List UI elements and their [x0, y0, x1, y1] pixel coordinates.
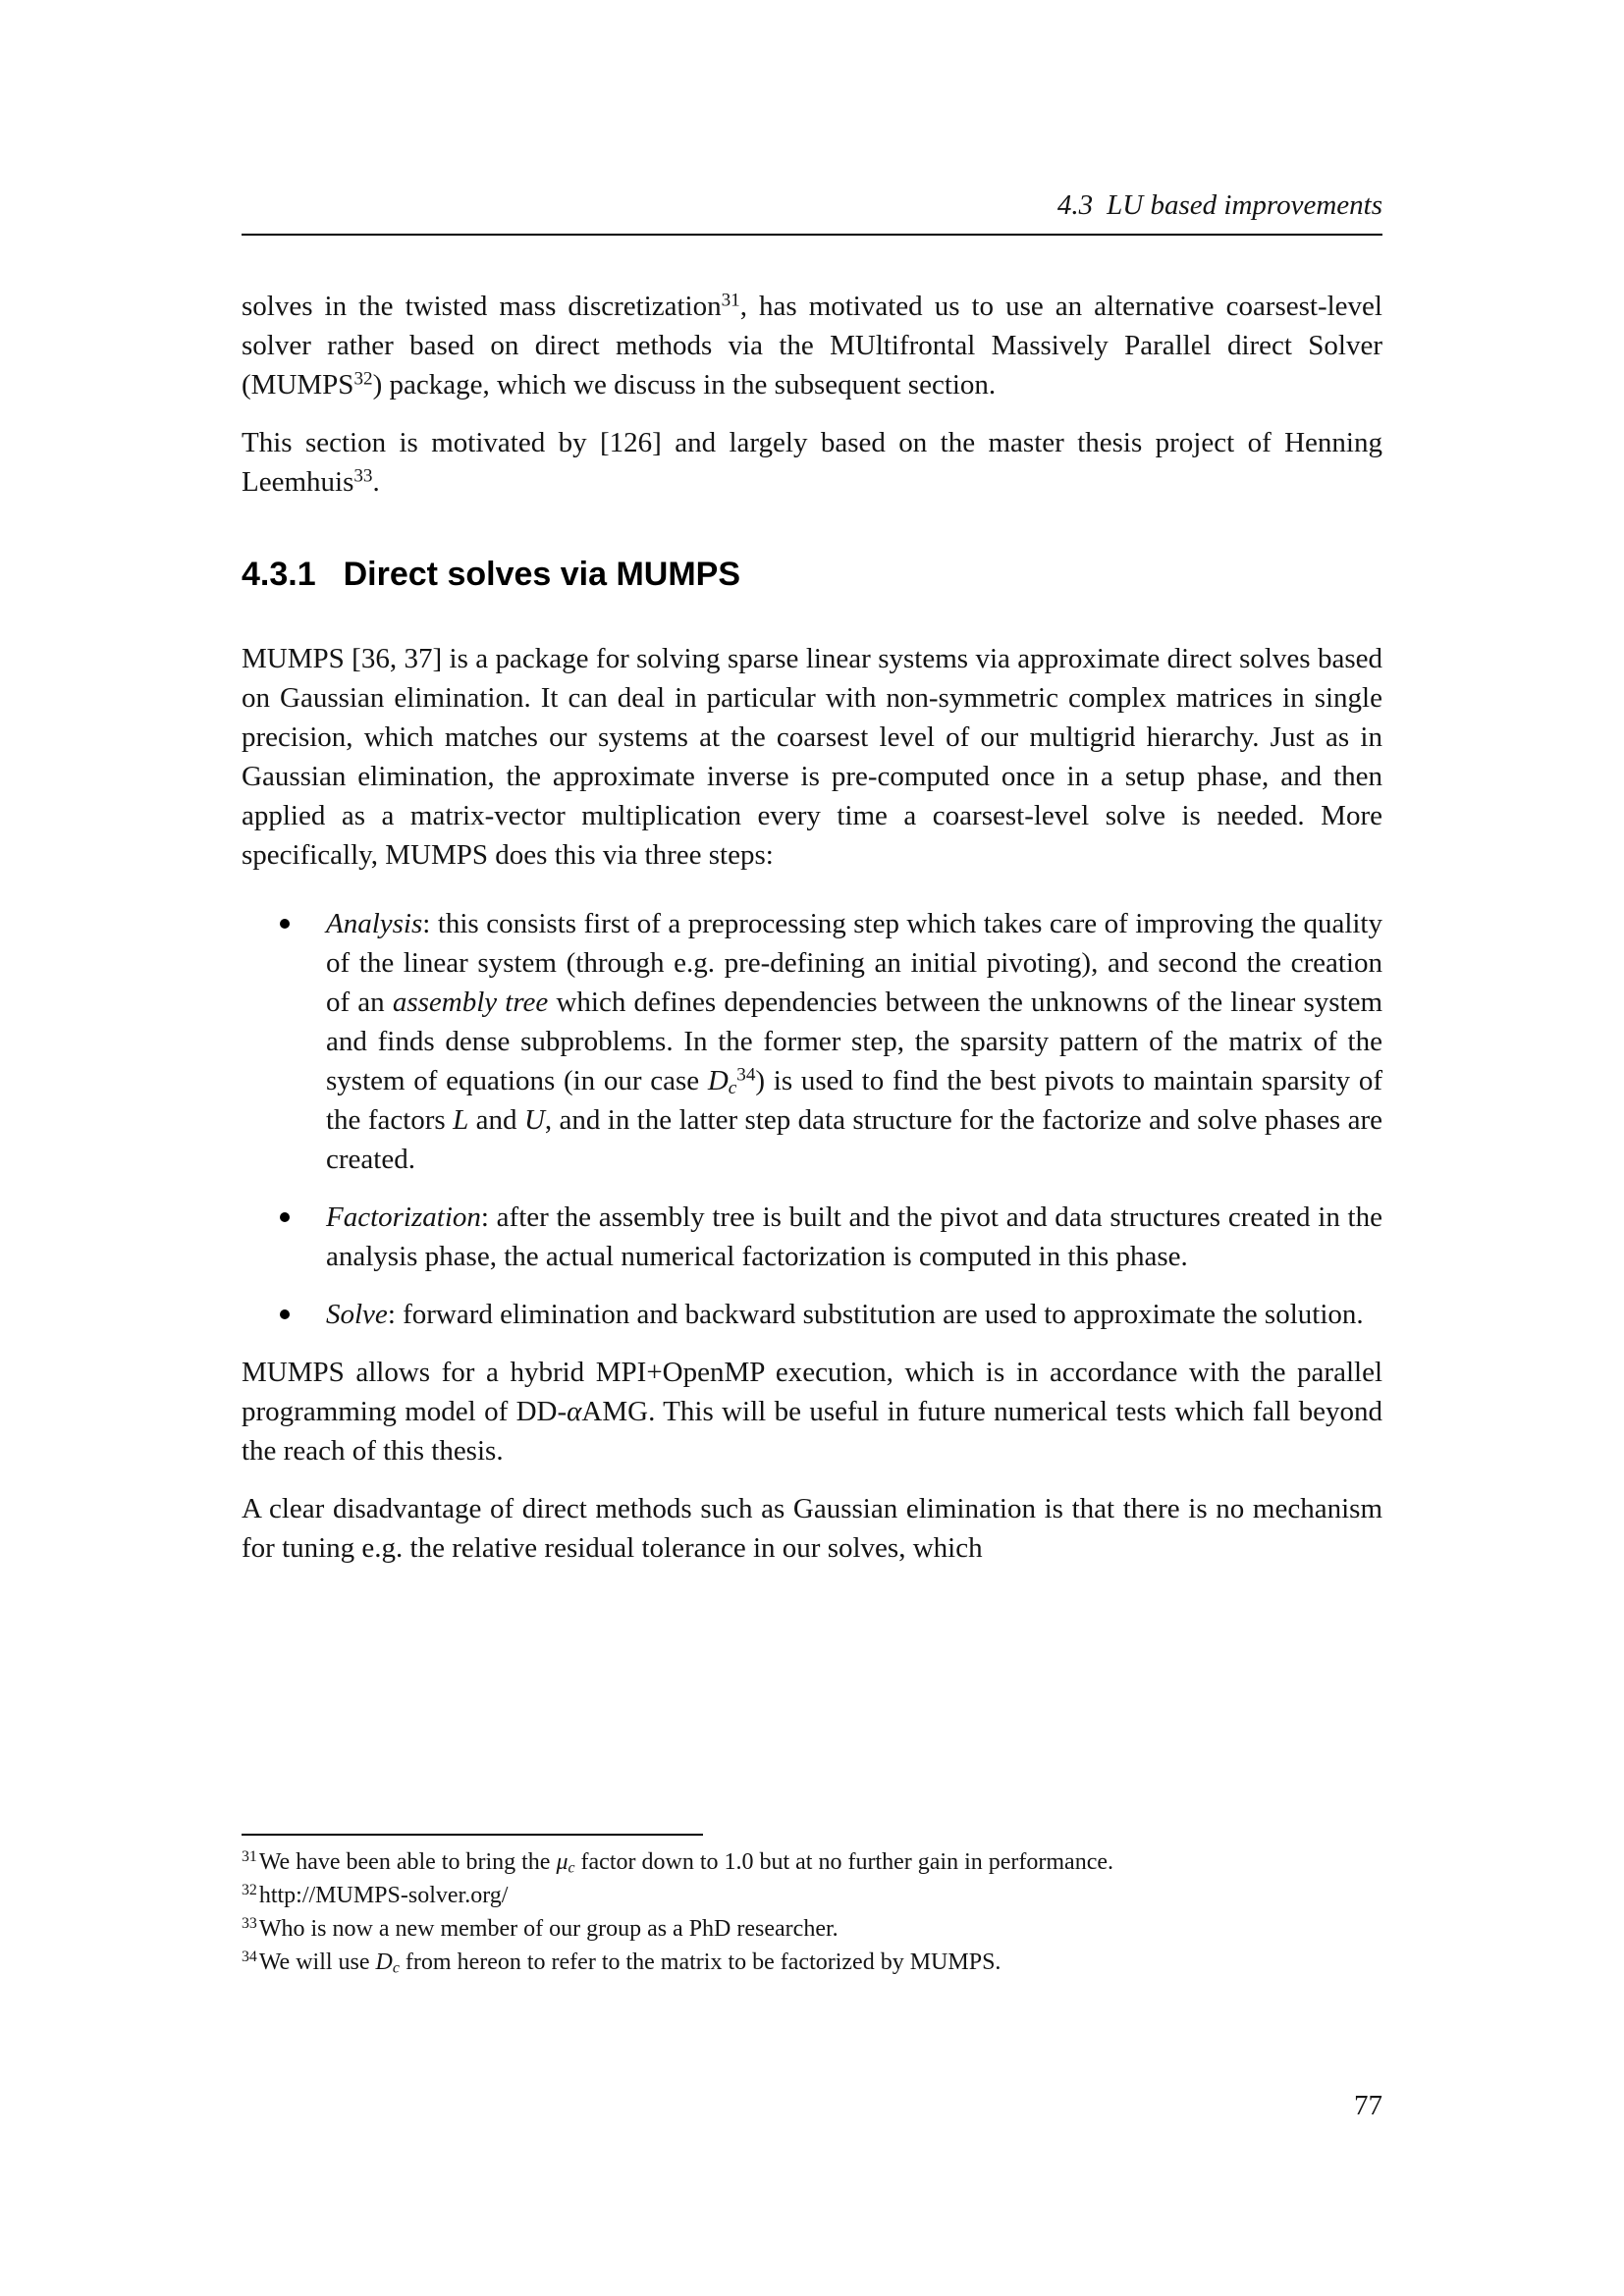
- footnote-number: 33: [242, 1915, 257, 1933]
- section-heading-title: Direct solves via MUMPS: [343, 556, 741, 593]
- footnote-ref-32: 32: [353, 368, 373, 390]
- math-symbol-mu: μ: [556, 1849, 568, 1875]
- paragraph-mumps-overview: MUMPS [36, 37] is a package for solving sparse linear systems via approximate direct solves based on Gaussian elimination. It can deal in particular with non-symmetric complex matrices in single precision, which matches our systems at the coarsest level of our multigrid hierarchy. Just as in Gaussian elimination, the approximate inverse is pre-computed once in a setup phase, and then applied as a matrix-vector multiplication every time a coarsest-level solve is needed. More specifically, MUMPS does this via three steps:: [242, 643, 1382, 871]
- text-run: : this consists first of a preprocessing step which takes care of improving the quality of the linear system (through e.g. pre-defining an initial pivoting), and second the creation of an: [326, 908, 1382, 1018]
- math-subscript-c: c: [728, 1078, 737, 1099]
- math-symbol-D: D: [375, 1949, 393, 1975]
- term-solve: Solve: [326, 1299, 388, 1330]
- running-header-section-number: 4.3: [1056, 189, 1094, 221]
- math-subscript-c: c: [392, 1959, 400, 1977]
- section-heading-number: 4.3.1: [242, 556, 316, 593]
- text-run: solves in the twisted mass discretization: [242, 291, 722, 322]
- footnote-number: 34: [242, 1949, 257, 1966]
- page-number: 77: [1354, 2090, 1382, 2121]
- paragraph-disadvantage: A clear disadvantage of direct methods such as Gaussian elimination is that there is no mechanism for tuning e.g. the relative residual tolerance in our solves, which: [242, 1493, 1382, 1564]
- text-block: [242, 188, 1382, 1586]
- text-run: factor down to 1.0 but at no further gain in performance.: [574, 1849, 1114, 1875]
- math-symbol-D: D: [707, 1065, 729, 1096]
- footnote-ref-33: 33: [353, 465, 373, 487]
- text-run: : after the assembly tree is built and the pivot and data structures created in the analysis phase, the actual numerical factorization is computed in this phase.: [326, 1201, 1382, 1272]
- text-run: which defines dependencies between the unknowns of the linear system and finds dense subproblems. In the former step, the sparsity pattern of the matrix of the system of equations (in our case: [326, 987, 1383, 1096]
- text-run: , has motivated us to use an alternative coarsest-level solver rather based on direct methods via the MUltifrontal Massively Parallel direct Solver (MUMPS: [242, 291, 1382, 400]
- paragraph-intro-2: [242, 423, 1382, 502]
- bullet-list: [242, 904, 1382, 1334]
- term-analysis: Analysis: [326, 908, 423, 939]
- section-heading: [242, 553, 1382, 596]
- paragraph-intro-1: [242, 287, 1382, 404]
- text-run: .: [372, 466, 380, 498]
- paragraph-hybrid-execution: [242, 1353, 1382, 1470]
- text-run: We have been able to bring the: [258, 1849, 557, 1875]
- text-run: This section is motivated by [126] and largely based on the master thesis project of Henning Leemhuis: [242, 427, 1382, 498]
- running-header-title: LU based improvements: [1107, 189, 1382, 221]
- text-run: and: [468, 1104, 524, 1136]
- footnote-url: http://MUMPS-solver.org/: [258, 1883, 509, 1908]
- math-symbol-L: L: [453, 1104, 469, 1136]
- text-run: We will use: [258, 1949, 376, 1975]
- term-factorization: Factorization: [326, 1201, 481, 1233]
- bullet-icon: [280, 1309, 290, 1319]
- footnote-rule: [242, 1834, 703, 1836]
- bullet-icon: [280, 1212, 290, 1222]
- list-item-solve: [326, 1295, 1382, 1334]
- text-run: Who is now a new member of our group as a PhD researcher.: [258, 1916, 839, 1942]
- text-run: , and in the latter step data structure for the factorize and solve phases are created.: [326, 1104, 1382, 1175]
- list-item-factorization: [326, 1198, 1382, 1276]
- footnotes-block: [242, 1834, 1382, 1979]
- text-run: : forward elimination and backward substitution are used to approximate the solution.: [387, 1299, 1364, 1330]
- footnote-33: [242, 1912, 1382, 1946]
- header-rule: [242, 234, 1382, 236]
- footnote-number: 31: [242, 1848, 257, 1866]
- emphasis-assembly-tree: assembly tree: [392, 987, 549, 1018]
- math-symbol-alpha: α: [567, 1396, 582, 1427]
- running-header: [242, 188, 1382, 222]
- footnote-ref-31: 31: [721, 290, 740, 311]
- footnote-34: [242, 1946, 1382, 1979]
- footnote-32: [242, 1879, 1382, 1912]
- footnote-ref-34: 34: [736, 1064, 756, 1086]
- footnote-number: 32: [242, 1882, 257, 1899]
- math-subscript-c: c: [568, 1859, 575, 1877]
- text-run: MUMPS allows for a hybrid MPI+OpenMP execution, which is in accordance with the parallel programming model of DD-: [242, 1357, 1382, 1427]
- bullet-icon: [280, 919, 290, 929]
- text-run: ) package, which we discuss in the subsequent section.: [372, 369, 997, 400]
- footnote-31: [242, 1845, 1382, 1879]
- list-item-analysis: [326, 904, 1382, 1179]
- text-run: from hereon to refer to the matrix to be factorized by MUMPS.: [399, 1949, 1001, 1975]
- text-run: ) is used to find the best pivots to maintain sparsity of the factors: [326, 1065, 1382, 1136]
- text-run: AMG. This will be useful in future numerical tests which fall beyond the reach of this thesis.: [242, 1396, 1383, 1467]
- math-symbol-U: U: [523, 1104, 545, 1136]
